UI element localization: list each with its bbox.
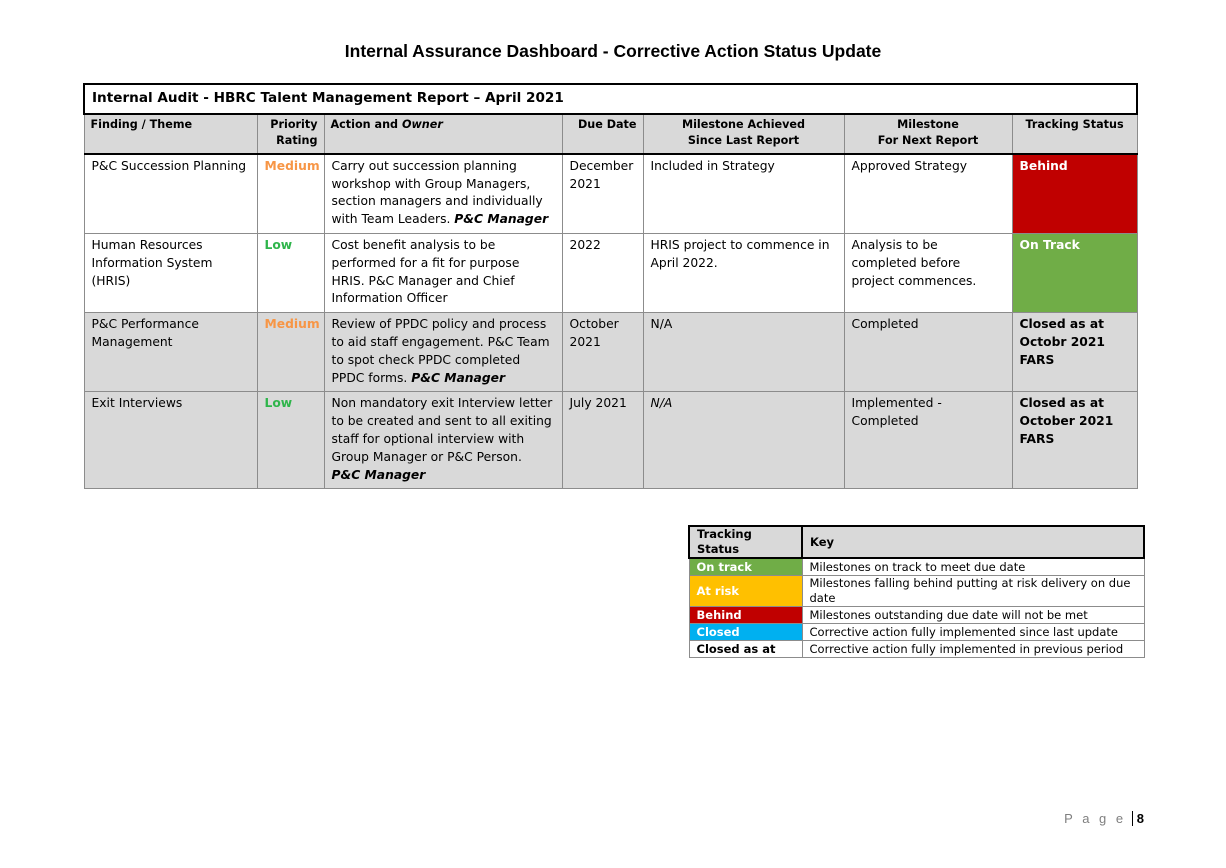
priority-cell: Medium (257, 154, 324, 234)
key-header-key: Key (802, 526, 1144, 558)
table-row (84, 313, 1137, 392)
status-badge: Closed as at October 2021 FARS (1012, 392, 1137, 489)
status-badge: Closed as at Octobr 2021 FARS (1012, 313, 1137, 392)
key-row (689, 558, 1144, 576)
header-tracking-status: Tracking Status (1012, 114, 1137, 154)
key-label-closed: Closed (689, 624, 802, 641)
key-row (689, 576, 1144, 607)
page-title: Internal Assurance Dashboard - Corrective Action Status Update (344, 41, 882, 61)
corrective-action-table (83, 83, 1138, 489)
table-header-row (84, 114, 1137, 154)
action-cell: Review of PPDC policy and process to aid staff engagement. P&C Team to spot check PPDC completed PPDC forms. P&C Manager (324, 313, 562, 392)
key-desc: Milestones on track to meet due date (802, 558, 1144, 576)
milestone-next-cell: Completed (844, 313, 1012, 392)
priority-cell: Low (257, 392, 324, 489)
key-label-at-risk: At risk (689, 576, 802, 607)
milestone-achieved-cell: Included in Strategy (643, 154, 844, 234)
due-date-cell: December 2021 (562, 154, 643, 234)
header-milestone-next: Milestone For Next Report (844, 114, 1012, 154)
finding-cell: Human Resources Information System (HRIS) (84, 233, 257, 312)
key-header-status: Tracking Status (689, 526, 802, 558)
page-footer (1064, 811, 1144, 826)
header-finding: Finding / Theme (84, 114, 257, 154)
table-row (84, 392, 1137, 489)
milestone-achieved-cell: N/A (643, 313, 844, 392)
key-label-on-track: On track (689, 558, 802, 576)
milestone-next-cell: Approved Strategy (844, 154, 1012, 234)
report-title: Internal Audit - HBRC Talent Management Report – April 2021 (84, 84, 1137, 114)
status-badge: On Track (1012, 233, 1137, 312)
header-milestone-achieved: Milestone Achieved Since Last Report (643, 114, 844, 154)
header-due-date: Due Date (562, 114, 643, 154)
milestone-achieved-cell: HRIS project to commence in April 2022. (643, 233, 844, 312)
finding-cell: P&C Succession Planning (84, 154, 257, 234)
priority-cell: Low (257, 233, 324, 312)
key-desc: Corrective action fully implemented in previous period (802, 641, 1144, 658)
action-cell: Cost benefit analysis to be performed for a fit for purpose HRIS. P&C Manager and Chief Information Officer (324, 233, 562, 312)
key-desc: Milestones falling behind putting at risk delivery on due date (802, 576, 1144, 607)
milestone-achieved-cell: N/A (643, 392, 844, 489)
key-label-behind: Behind (689, 607, 802, 624)
finding-cell: Exit Interviews (84, 392, 257, 489)
header-action: Action and Owner (324, 114, 562, 154)
key-desc: Milestones outstanding due date will not be met (802, 607, 1144, 624)
key-label-closed-as-at: Closed as at (689, 641, 802, 658)
status-badge: Behind (1012, 154, 1137, 234)
priority-cell: Medium (257, 313, 324, 392)
due-date-cell: October 2021 (562, 313, 643, 392)
page-number: 8 (1132, 811, 1144, 826)
action-cell: Non mandatory exit Interview letter to be created and sent to all exiting staff for optional interview with Group Manager or P&C Person. P&C Manager (324, 392, 562, 489)
table-row (84, 233, 1137, 312)
due-date-cell: July 2021 (562, 392, 643, 489)
key-row (689, 624, 1144, 641)
key-row (689, 641, 1144, 658)
key-desc: Corrective action fully implemented since last update (802, 624, 1144, 641)
due-date-cell: 2022 (562, 233, 643, 312)
header-priority: Priority Rating (257, 114, 324, 154)
table-row (84, 154, 1137, 234)
finding-cell: P&C Performance Management (84, 313, 257, 392)
key-row (689, 607, 1144, 624)
action-cell: Carry out succession planning workshop with Group Managers, section managers and individually with Team Leaders. P&C Manager (324, 154, 562, 234)
page-label: P a g e (1064, 811, 1127, 826)
tracking-status-key (688, 525, 1145, 658)
milestone-next-cell: Implemented - Completed (844, 392, 1012, 489)
milestone-next-cell: Analysis to be completed before project commences. (844, 233, 1012, 312)
key-header-row (689, 526, 1144, 558)
